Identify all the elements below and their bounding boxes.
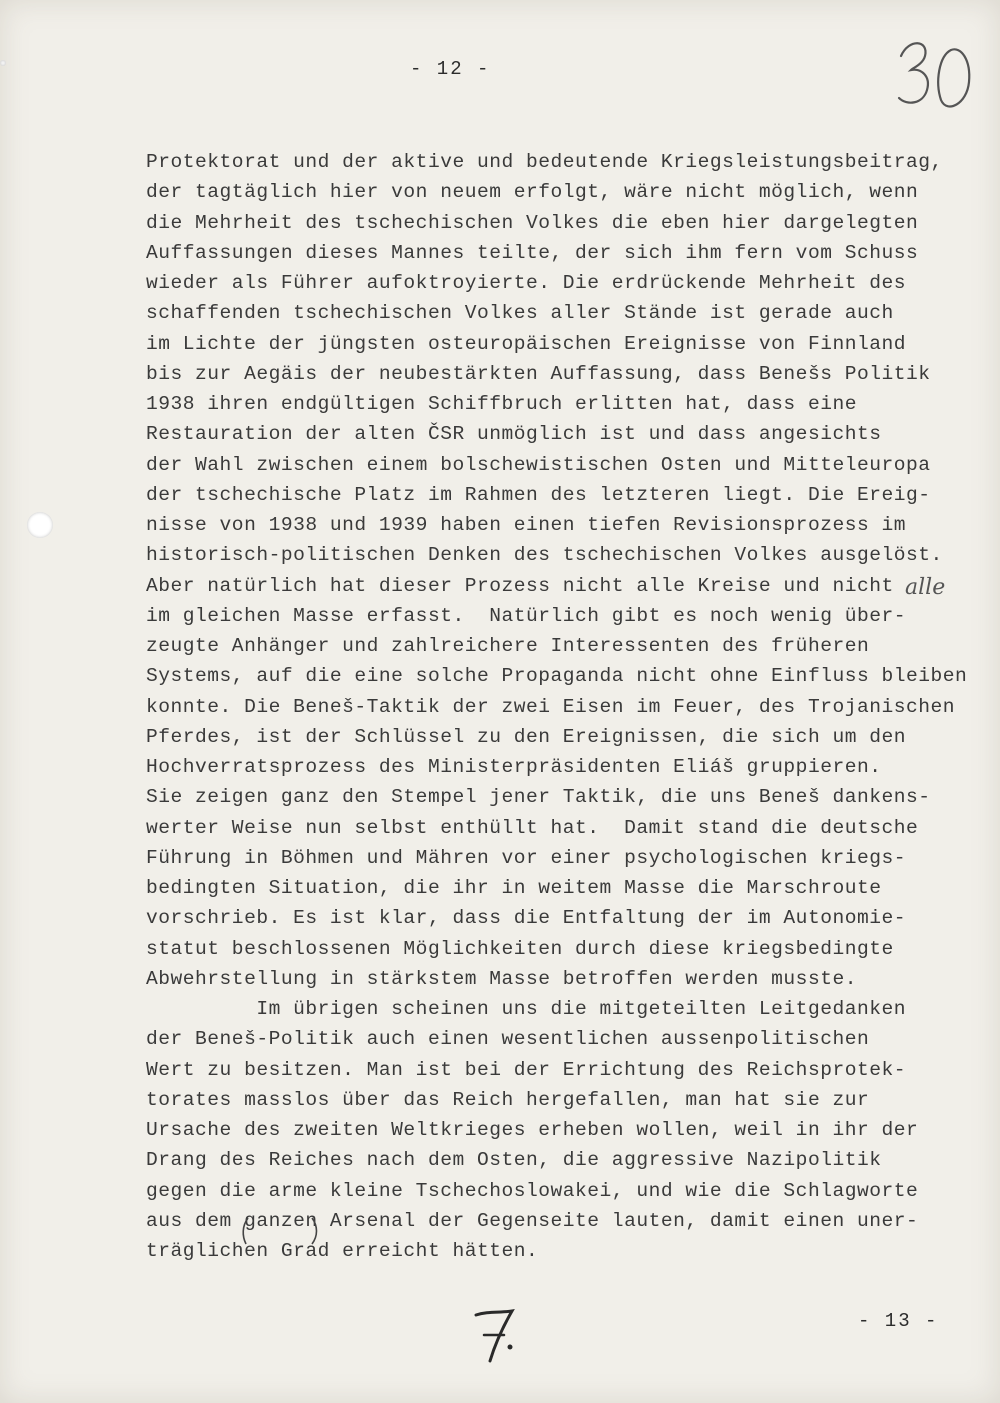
text-line: bedingten Situation, die ihr in weitem Masse die Marschroute — [146, 877, 882, 899]
text-line: aus dem ganzen Arsenal der Gegenseite lauten, damit einen uner- — [146, 1209, 919, 1232]
text-line: Sie zeigen ganz den Stempel jener Taktik, die uns Beneš dankens- — [146, 786, 931, 809]
body-text — [146, 147, 991, 1266]
handwritten-margin-note: alle — [905, 575, 946, 600]
text-line: Ursache des zweiten Weltkrieges erheben wollen, weil in ihr der — [146, 1119, 919, 1141]
text-line: der tagtäglich hier von neuem erfolgt, wäre nicht möglich, wenn — [146, 181, 919, 204]
text-line: der Wahl zwischen einem bolschewistischen Osten und Mitteleuropa — [146, 453, 931, 476]
text-line: historisch-politischen Denken des tschechischen Volkes ausgelöst. — [146, 544, 943, 567]
text-line: die Mehrheit des tschechischen Volkes die eben hier dargelegten — [146, 211, 919, 234]
text-line: Drang des Reiches nach dem Osten, die aggressive Nazipolitik — [146, 1149, 882, 1172]
text-line: vorschrieb. Es ist klar, dass die Entfaltung der im Autonomie- — [146, 907, 907, 930]
text-line: Protektorat und der aktive und bedeutende Kriegsleistungsbeitrag, — [146, 151, 943, 173]
handwritten-seven-graphic — [470, 1305, 520, 1365]
text-line: konnte. Die Beneš-Taktik der zwei Eisen im Feuer, des Trojanischen — [146, 695, 956, 718]
handwritten-archive-number-graphic — [895, 30, 975, 120]
text-line: Pferdes, ist der Schlüssel zu den Ereignissen, die sich um den — [146, 725, 907, 748]
text-line: im gleichen Masse erfasst. Natürlich gibt es noch wenig über- — [146, 604, 907, 627]
text-line: Systems, auf die eine solche Propaganda nicht ohne Einfluss bleiben — [146, 665, 968, 688]
page-number: - 12 - — [410, 58, 491, 80]
next-page-number: - 13 - — [858, 1310, 939, 1332]
text-line: Führung in Böhmen und Mähren vor einer psychologischen kriegs- — [146, 846, 907, 869]
text-line: Abwehrstellung in stärkstem Masse betroffen werden musste. — [146, 967, 857, 990]
text-line: 1938 ihren endgültigen Schiffbruch erlitten hat, dass eine — [146, 393, 857, 415]
text-line: zeugte Anhänger und zahlreichere Interessenten des früheren — [146, 635, 870, 657]
text-line: bis zur Aegäis der neubestärkten Auffassung, dass Benešs Politik — [146, 362, 931, 385]
text-line: träglichen Grad erreicht hätten. — [146, 1240, 539, 1262]
text-line: Hochverratsprozess des Ministerpräsidenten Eliáš gruppieren. — [146, 756, 882, 778]
text-line: nisse von 1938 und 1939 haben einen tiefen Revisionsprozess im — [146, 514, 907, 536]
text-line: der Beneš-Politik auch einen wesentlichen aussenpolitischen — [146, 1028, 870, 1051]
text-line: torates masslos über das Reich hergefallen, man hat sie zur — [146, 1088, 870, 1111]
handwritten-archive-number — [895, 30, 975, 120]
text-line: Aber natürlich hat dieser Prozess nicht alle Kreise und nicht — [146, 574, 894, 597]
text-line: Im übrigen scheinen uns die mitgeteilten Leitgedanken — [146, 998, 907, 1020]
text-line: werter Weise nun selbst enthüllt hat. Damit stand die deutsche — [146, 816, 919, 839]
text-line: Wert zu besitzen. Man ist bei der Errichtung des Reichsprotek- — [146, 1058, 907, 1081]
text-line: der tschechische Platz im Rahmen des letzteren liegt. Die Ereig- — [146, 483, 931, 506]
insertion-brackets-graphic — [232, 1208, 332, 1248]
text-line: Auffassungen dieses Mannes teilte, der sich ihm fern vom Schuss — [146, 241, 919, 264]
punch-hole — [27, 512, 53, 538]
text-line: schaffenden tschechischen Volkes aller Stände ist gerade auch — [146, 302, 894, 325]
punch-hole — [0, 60, 6, 66]
text-line: Restauration der alten ČSR unmöglich ist und dass angesichts — [146, 423, 882, 446]
text-line: gegen die arme kleine Tschechoslowakei, und wie die Schlagworte — [146, 1179, 919, 1202]
handwritten-seven-mark — [470, 1305, 520, 1365]
text-line: statut beschlossenen Möglichkeiten durch diese kriegsbedingte — [146, 937, 894, 960]
text-line: wieder als Führer aufoktroyierte. Die erdrückende Mehrheit des — [146, 272, 907, 294]
handwritten-insertion-mark — [232, 1208, 332, 1248]
text-line: im Lichte der jüngsten osteuropäischen Ereignisse von Finnland — [146, 332, 907, 355]
